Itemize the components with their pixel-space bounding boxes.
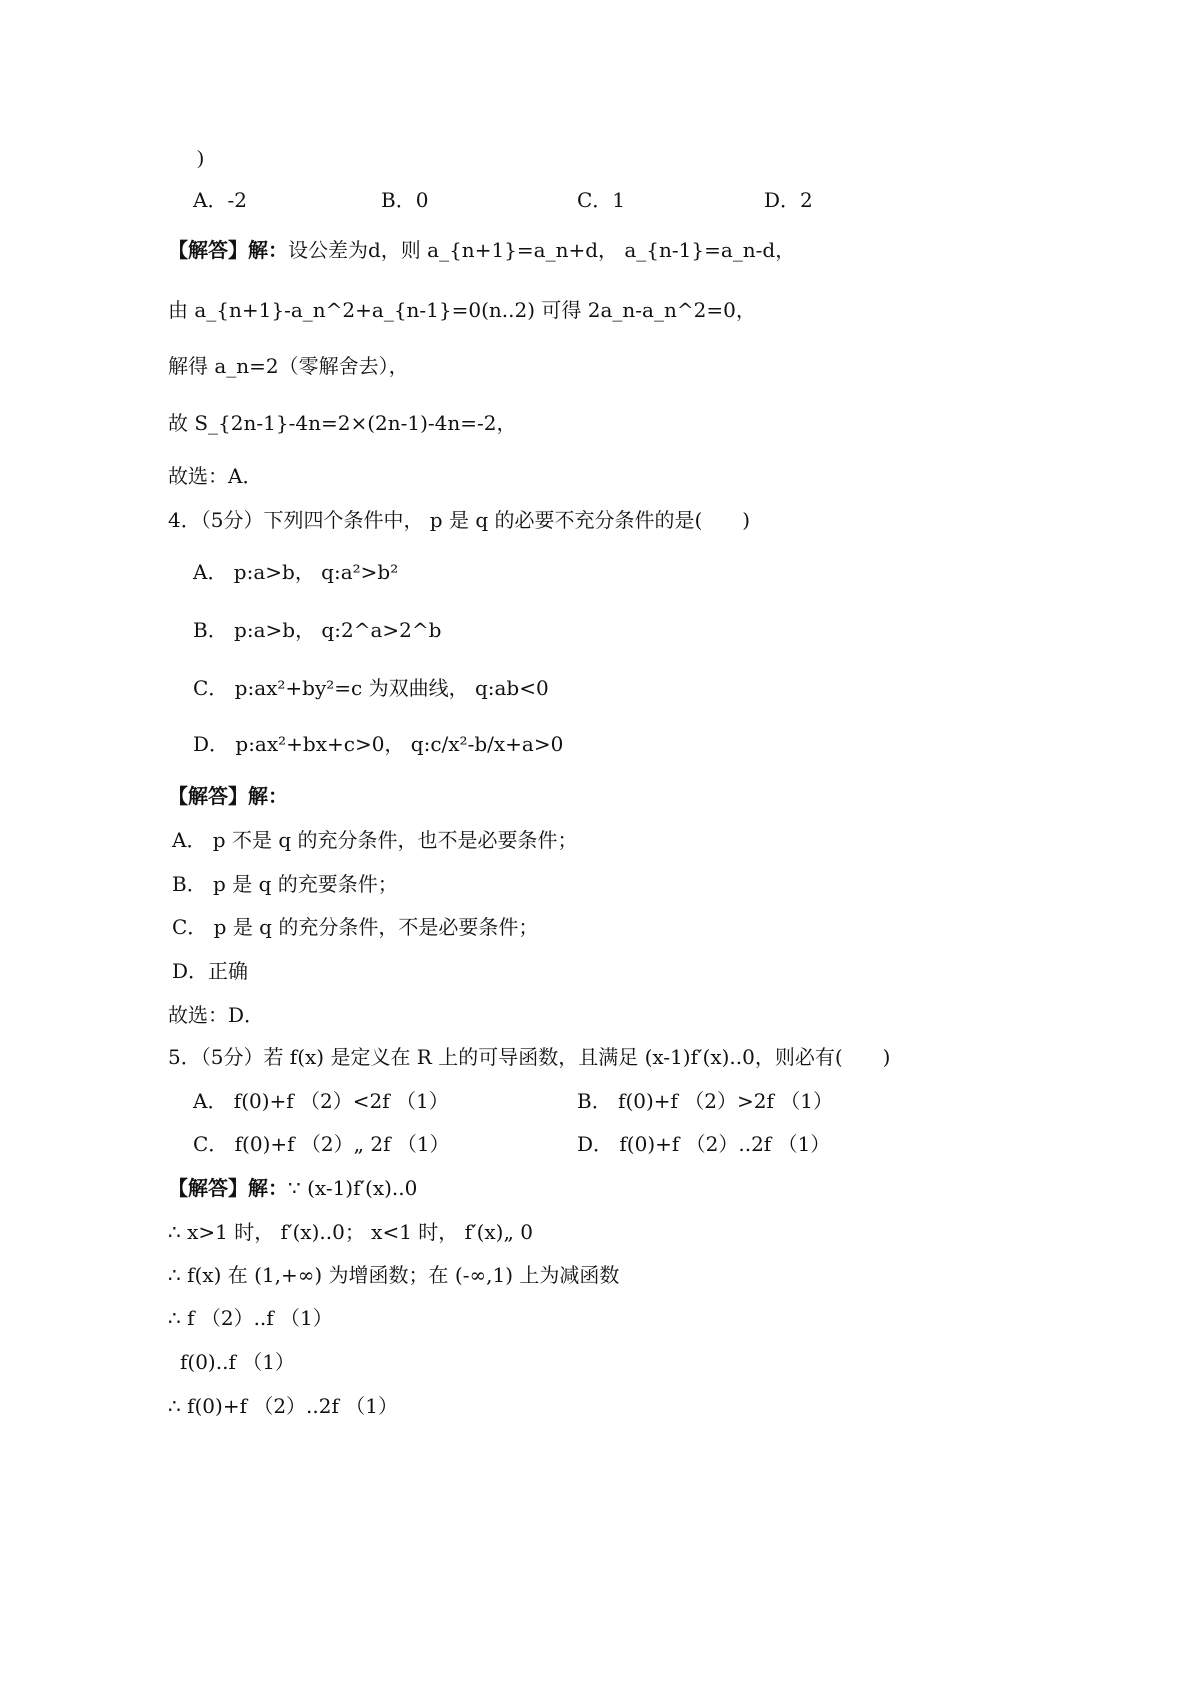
- q5-answer-line-3: ∴ f(x) 在 (1,+∞) 为增函数；在 (-∞,1) 上为减函数: [168, 1263, 620, 1287]
- q4-option-a: A． p:a>b， q:a²>b²: [193, 560, 399, 584]
- q4-answer-b: B． p 是 q 的充要条件；: [172, 872, 398, 896]
- q5-stem: 5．（5分）若 f(x) 是定义在 R 上的可导函数，且满足 (x-1)f′(x)..0，则必有( ): [168, 1045, 891, 1069]
- q4-option-d: D． p:ax²+bx+c>0， q:c/x²-b/x+a>0: [193, 732, 564, 756]
- q5-option-a: A． f(0)+f （2）<2f （1）: [193, 1089, 449, 1113]
- q5-option-d: D． f(0)+f （2）..2f （1）: [577, 1132, 831, 1156]
- q5-option-c: C． f(0)+f （2）„ 2f （1）: [193, 1132, 450, 1156]
- q3-answer-line-4: 故 S_{2n-1}-4n=2×(2n-1)-4n=-2，: [168, 411, 517, 435]
- q3-answer-choice: 故选：A．: [168, 464, 263, 488]
- q5-option-b: B． f(0)+f （2）>2f （1）: [577, 1089, 833, 1113]
- q3-answer-line-1: 【解答】解：设公差为d，则 a_{n+1}=a_n+d， a_{n-1}=a_n-d，: [168, 238, 796, 262]
- q5-answer-line-2: ∴ x>1 时， f′(x)..0； x<1 时， f′(x)„ 0: [168, 1220, 533, 1244]
- q5-answer-line-1: 【解答】解：∵ (x-1)f′(x)..0: [168, 1176, 418, 1200]
- q3-answer-line-3: 解得 a_n=2（零解舍去），: [168, 354, 409, 378]
- q3-option-b: B．0: [381, 188, 429, 212]
- q3-option-a: A．-2: [193, 188, 247, 212]
- q3-option-c: C．1: [577, 188, 626, 212]
- q5-answer-line-6: ∴ f(0)+f （2）..2f （1）: [168, 1394, 398, 1418]
- q4-option-b: B． p:a>b， q:2^a>2^b: [193, 618, 442, 642]
- answer-tag: 【解答】解：: [168, 1176, 288, 1200]
- q4-answer-choice: 故选：D．: [168, 1003, 265, 1027]
- q3-answer-line-2: 由 a_{n+1}-a_n^2+a_{n-1}=0(n..2) 可得 2a_n-a_n^2=0，: [168, 298, 756, 322]
- q3-option-d: D．2: [764, 188, 813, 212]
- q4-answer-d: D．正确: [172, 959, 249, 983]
- answer-tag: 【解答】解：: [168, 238, 288, 262]
- q4-answer-a: A． p 不是 q 的充分条件，也不是必要条件；: [172, 828, 578, 852]
- q5-answer-line-4: ∴ f （2）..f （1）: [168, 1306, 333, 1330]
- q3-close-paren: ): [197, 147, 204, 169]
- q4-option-c: C． p:ax²+by²=c 为双曲线， q:ab<0: [193, 676, 549, 700]
- q4-stem: 4．（5分）下列四个条件中， p 是 q 的必要不充分条件的是( ): [168, 508, 751, 532]
- q4-answer-c: C． p 是 q 的充分条件，不是必要条件；: [172, 915, 539, 939]
- q5-answer-line-5: f(0)..f （1）: [180, 1350, 295, 1374]
- q4-answer-tag: 【解答】解：: [168, 784, 288, 808]
